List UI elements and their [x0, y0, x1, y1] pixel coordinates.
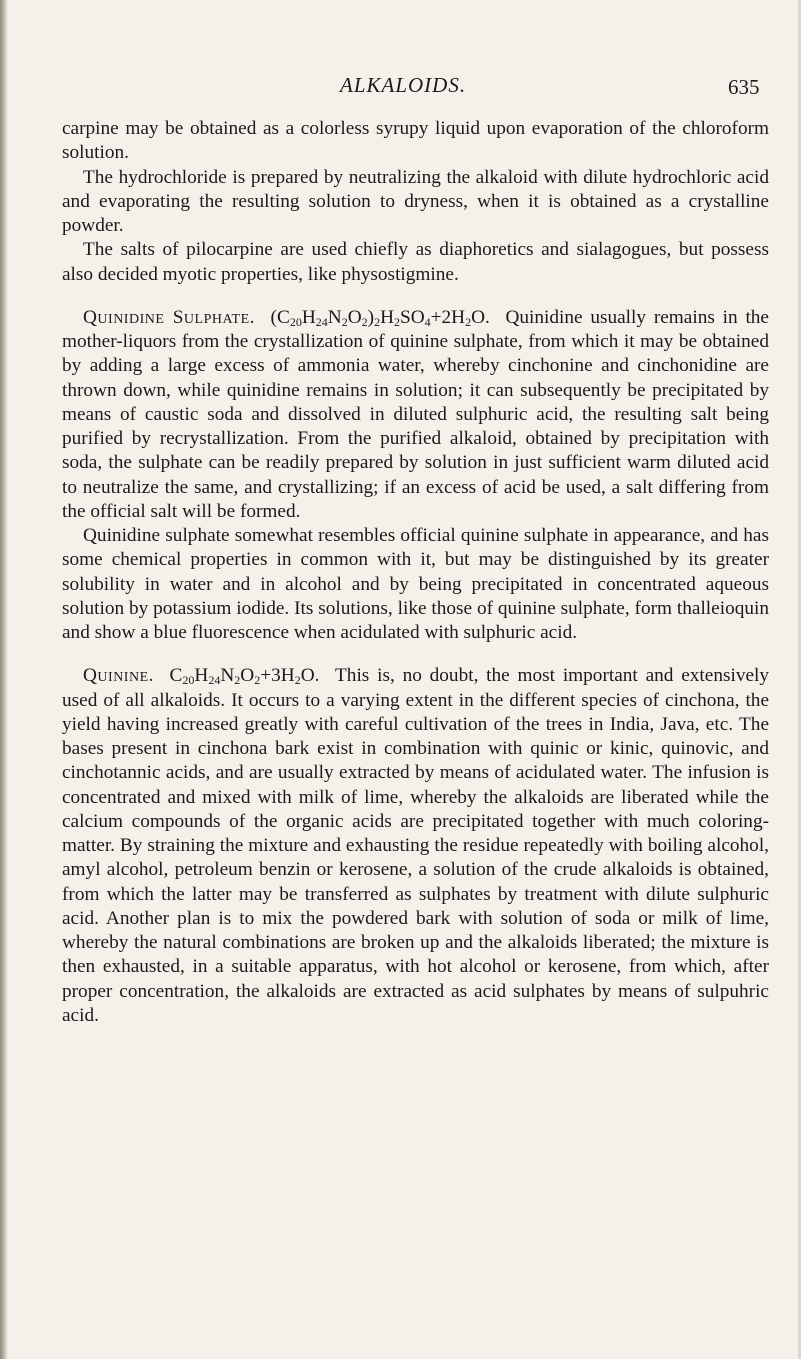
running-header — [0, 73, 801, 103]
section-heading-quinidine-sulphate: Quinidine Sulphate. — [83, 306, 255, 328]
paragraph-quinidine-properties: Quinidine sulphate somewhat resembles official quinine sulphate in appearance, and has some chemical properties in common with it, but may be distinguished by its greater solubility in water and in alcohol and by being precipitated in concentrated aqueous solution by potassium iodide. Its solutions, like those of quinine sulphate, form thalleioquin and show a blue fluorescence when acidulated with sulphuric acid. — [62, 525, 769, 643]
quinine-formula: $C_{20}H_{24}N_2O_2+3H_2O$. — [169, 665, 320, 688]
quinidine-paragraph-text: Quinidine usually remains in the mother-liquors from the crystallization of quinine sulphate, from which it may be obtained by adding a large excess of ammonia water, whereby cinchonine and cinchonidine are thrown down, while quinidine remains in solution; it can subsequently be precipitated by means of caustic soda and dissolved in diluted sulphuric acid, the resulting salt being purified by recrystallization. From the purified alkaloid, obtained by precipitation with soda, the sulphate can be readily prepared by solution in just sufficient warm diluted acid to neutralize the same, and crystallizing; if an excess of acid be used, a salt differing from the official salt will be formed. — [62, 306, 769, 522]
page-body — [62, 117, 769, 1028]
paragraph-quinine — [62, 664, 769, 1028]
quinine-paragraph-text: This is, no doubt, the most important and extensively used of all alkaloids. It occurs to a varying extent in the different species of cinchona, the yield having increased greatly with careful cultivation of the trees in India, Java, etc. The bases present in cinchona bark exist in combination with quinic or kinic, quinovic, and cinchotannic acids, and are usually extracted by means of acidulated water. The infusion is concentrated and mixed with milk of lime, whereby the alkaloids are liberated while the calcium compounds of the organic acids are precipitated together with much coloring-matter. By straining the mixture and exhausting the residue repeatedly with boiling alcohol, amyl alcohol, petroleum benzin or kerosene, a solution of the crude alkaloids is obtained, from which the latter may be transferred as sulphates by treatment with dilute sulphuric acid. Another plan is to mix the powdered bark with solution of soda or milk of lime, whereby the natural combinations are broken up and the alkaloids liberated; the mixture is then exhausted, in a suitable apparatus, with hot alcohol or kerosene, from which, after proper concentration, the alkaloids are extracted as acid sulphates by means of sulpuhric acid. — [62, 665, 770, 1026]
quinidine-formula: $(C_{20}H_{24}N_2O_2)_2H_2SO_4+2H_2O$. — [270, 306, 490, 329]
page-binding-edge — [0, 0, 8, 1359]
paragraph-pilocarpine-continued: carpine may be obtained as a colorless syrupy liquid upon evaporation of the chloroform solution. — [62, 118, 769, 164]
section-heading-quinine: Quinine. — [83, 665, 154, 687]
paragraph-quinidine-sulphate — [62, 306, 769, 524]
paragraph-pilocarpine-salts: The salts of pilocarpine are used chiefly as diaphoretics and sialagogues, but possess also decided myotic properties, like physostigmine. — [62, 239, 769, 285]
running-title: ALKALOIDS. — [340, 73, 467, 97]
page-number: 635 — [728, 75, 760, 99]
paragraph-hydrochloride: The hydrochloride is prepared by neutralizing the alkaloid with dilute hydrochloric acid and evaporating the resulting solution to dryness, when it is obtained as a crystalline powder. — [62, 166, 769, 236]
